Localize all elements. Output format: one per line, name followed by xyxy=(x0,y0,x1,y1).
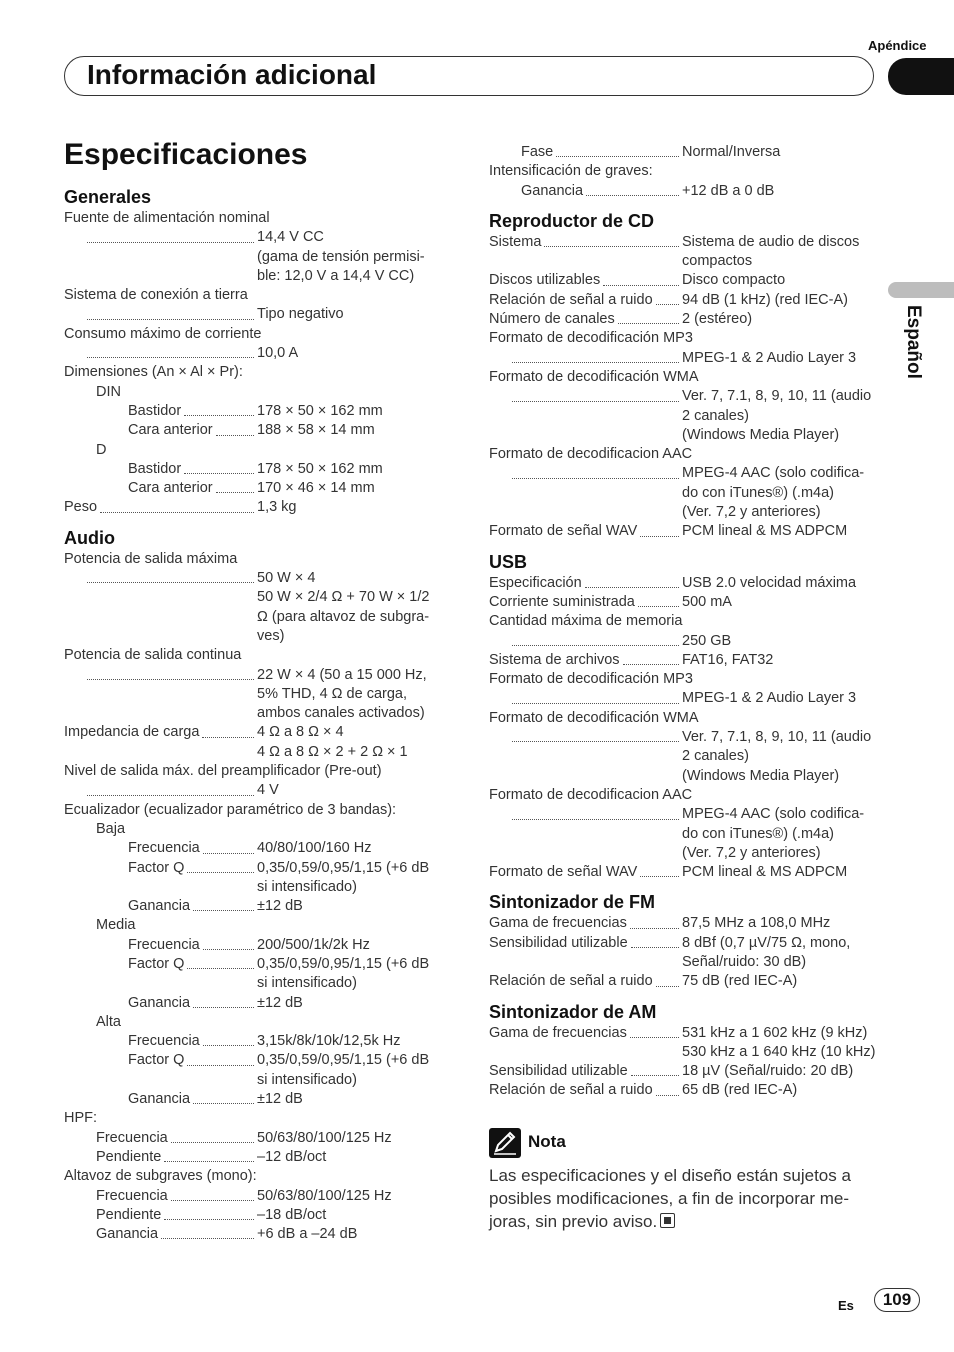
spec-label: DIN xyxy=(96,383,121,400)
spec-value: 10,0 A xyxy=(257,345,299,362)
spec-value: Señal/ruido: 30 dB) xyxy=(682,953,807,970)
spec-value: ble: 12,0 V a 14,4 V CC) xyxy=(257,267,415,284)
spec-row xyxy=(64,955,464,974)
spec-label: Número de canales xyxy=(489,311,615,328)
spec-value: 8 dBf (0,7 µV/75 Ω, mono, xyxy=(682,934,851,951)
spec-value: 3,15k/8k/10k/12,5k Hz xyxy=(257,1033,401,1050)
spec-value-continued xyxy=(489,484,889,503)
spec-label: Bastidor xyxy=(128,460,182,477)
spec-row xyxy=(64,402,464,421)
spec-label: Especificación xyxy=(489,574,582,591)
spec-label: Sistema xyxy=(489,233,542,250)
spec-value-continued xyxy=(64,588,464,607)
dot-leader xyxy=(544,233,679,247)
dot-leader xyxy=(203,1032,254,1046)
spec-row xyxy=(489,310,889,329)
dot-leader xyxy=(203,936,254,950)
spec-value: (Windows Media Player) xyxy=(682,767,840,784)
pencil-note-icon xyxy=(489,1128,521,1158)
spec-label: Formato de decodificación MP3 xyxy=(489,671,693,688)
spec-row xyxy=(64,479,464,498)
spec-label: Ganancia xyxy=(128,1091,191,1108)
spec-row xyxy=(64,1032,464,1051)
dot-leader xyxy=(631,1062,679,1076)
spec-value: +6 dB a –24 dB xyxy=(257,1226,358,1243)
spec-label: Ganancia xyxy=(128,898,191,915)
spec-row xyxy=(489,574,889,593)
spec-row xyxy=(489,972,889,991)
spec-label: Frecuencia xyxy=(128,936,200,953)
spec-value: 0,35/0,59/0,95/1,15 (+6 dB xyxy=(257,859,430,876)
spec-value: (Ver. 7,2 y anteriores) xyxy=(682,504,821,521)
spec-value: Ω (para altavoz de subgra- xyxy=(257,608,430,625)
spec-label: Formato de decodificacion AAC xyxy=(489,786,693,803)
spec-value: 18 µV (Señal/ruido: 20 dB) xyxy=(682,1063,854,1080)
spec-label: Discos utilizables xyxy=(489,272,601,289)
spec-row xyxy=(489,728,889,747)
dot-leader xyxy=(171,1129,254,1143)
spec-value: +12 dB a 0 dB xyxy=(682,182,775,199)
spec-value: si intensificado) xyxy=(257,975,357,992)
dot-leader xyxy=(512,464,679,478)
spec-label: Bastidor xyxy=(128,402,182,419)
spec-value: 50 W × 4 xyxy=(257,570,316,587)
spec-label: Peso xyxy=(64,499,98,516)
spec-row xyxy=(489,387,889,406)
spec-row xyxy=(489,863,889,882)
dot-leader xyxy=(184,402,254,416)
spec-label: Ganancia xyxy=(128,994,191,1011)
spec-row xyxy=(489,182,889,201)
spec-value-continued xyxy=(489,767,889,786)
spec-value-continued xyxy=(64,1071,464,1090)
spec-value: 2 canales) xyxy=(682,407,749,424)
spec-label: D xyxy=(96,441,107,458)
dot-leader xyxy=(187,1051,254,1065)
section-heading: Sintonizador de FM xyxy=(489,892,655,913)
dot-leader xyxy=(512,349,679,363)
spec-label: Nivel de salida máx. del preamplificador (Pre-out) xyxy=(64,763,382,780)
spec-row xyxy=(64,781,464,800)
spec-row xyxy=(489,349,889,368)
spec-row xyxy=(64,228,464,247)
spec-value: si intensificado) xyxy=(257,878,357,895)
spec-label: Factor Q xyxy=(128,955,185,972)
spec-value: 65 dB (red IEC-A) xyxy=(682,1082,798,1099)
spec-row xyxy=(64,897,464,916)
spec-value: 200/500/1k/2k Hz xyxy=(257,936,370,953)
dot-leader xyxy=(630,914,679,928)
spec-value: 1,3 kg xyxy=(257,499,297,516)
spec-row xyxy=(489,271,889,290)
spec-value: PCM lineal & MS ADPCM xyxy=(682,864,848,881)
dot-leader xyxy=(640,863,679,877)
spec-value: Ver. 7, 7.1, 8, 9, 10, 11 (audio xyxy=(682,729,872,746)
spec-label: Corriente suministrada xyxy=(489,593,635,610)
spec-value: 178 × 50 × 162 mm xyxy=(257,460,383,477)
spec-label: Frecuencia xyxy=(96,1187,168,1204)
spec-label: Gama de frecuencias xyxy=(489,915,627,932)
dot-leader xyxy=(512,632,679,646)
spec-label: Intensificación de graves: xyxy=(489,163,653,180)
chapter-banner xyxy=(64,56,874,96)
spec-row xyxy=(489,143,889,162)
footer-lang-code: Es xyxy=(838,1298,854,1313)
dot-leader xyxy=(640,522,679,536)
section-heading: Audio xyxy=(64,527,115,548)
spec-value-continued xyxy=(64,627,464,646)
spec-label: Media xyxy=(96,917,136,934)
spec-label: Consumo máximo de corriente xyxy=(64,325,262,342)
spec-value: 250 GB xyxy=(682,632,732,649)
spec-value-continued xyxy=(64,248,464,267)
spec-value: 188 × 58 × 14 mm xyxy=(257,422,375,439)
spec-row xyxy=(64,1187,464,1206)
dot-leader xyxy=(603,271,679,285)
spec-row xyxy=(489,233,889,252)
spec-label: Cara anterior xyxy=(128,480,213,497)
spec-value: do con iTunes®) (.m4a) xyxy=(682,825,834,842)
dot-leader xyxy=(193,897,254,911)
spec-row xyxy=(64,1225,464,1244)
spec-value-continued xyxy=(64,878,464,897)
spec-value: ambos canales activados) xyxy=(257,705,425,722)
spec-value-continued xyxy=(489,1043,889,1062)
dot-leader xyxy=(164,1206,254,1220)
spec-row xyxy=(489,1024,889,1043)
spec-row xyxy=(489,689,889,708)
section-heading: Sintonizador de AM xyxy=(489,1001,657,1022)
spec-value-continued xyxy=(64,267,464,286)
dot-leader xyxy=(187,859,254,873)
spec-value: (Ver. 7,2 y anteriores) xyxy=(682,844,821,861)
dot-leader xyxy=(87,666,254,680)
spec-label: Ganancia xyxy=(96,1226,159,1243)
dot-leader xyxy=(193,1090,254,1104)
spec-value: Ver. 7, 7.1, 8, 9, 10, 11 (audio xyxy=(682,388,872,405)
spec-label: Relación de señal a ruido xyxy=(489,1082,653,1099)
spec-value: 22 W × 4 (50 a 15 000 Hz, xyxy=(257,666,427,683)
spec-row xyxy=(64,498,464,517)
spec-row xyxy=(64,723,464,742)
dot-leader xyxy=(618,310,679,324)
spec-value: si intensificado) xyxy=(257,1071,357,1088)
spec-label: Pendiente xyxy=(96,1206,162,1223)
spec-value-continued xyxy=(489,503,889,522)
spec-row xyxy=(489,464,889,483)
dot-leader xyxy=(586,182,679,196)
spec-label: Alta xyxy=(96,1013,121,1030)
spec-label: Cantidad máxima de memoria xyxy=(489,613,683,630)
dot-leader xyxy=(512,728,679,742)
spec-row xyxy=(489,1062,889,1081)
dot-leader xyxy=(623,651,679,665)
spec-value: MPEG-4 AAC (solo codifica- xyxy=(682,806,865,823)
spec-label: Frecuencia xyxy=(96,1129,168,1146)
spec-label: Dimensiones (An × Al × Pr): xyxy=(64,364,243,381)
dot-leader xyxy=(638,593,679,607)
side-language-text: Español xyxy=(903,305,924,379)
spec-row xyxy=(64,1090,464,1109)
dot-leader xyxy=(656,972,679,986)
language-tab xyxy=(888,282,954,298)
spec-value-continued xyxy=(489,252,889,271)
spec-row xyxy=(489,651,889,670)
spec-label: Fuente de alimentación nominal xyxy=(64,210,270,226)
end-mark-icon xyxy=(660,1213,675,1228)
spec-value: Disco compacto xyxy=(682,272,786,289)
spec-label: Potencia de salida continua xyxy=(64,647,242,664)
spec-row xyxy=(64,1148,464,1167)
spec-row xyxy=(489,522,889,541)
spec-label: Ganancia xyxy=(521,182,584,199)
dot-leader xyxy=(656,291,679,305)
dot-leader xyxy=(631,934,679,948)
spec-label: Ecualizador (ecualizador paramétrico de 3 bandas): xyxy=(64,801,397,818)
spec-label: Relación de señal a ruido xyxy=(489,291,653,308)
spec-value-continued xyxy=(64,743,464,762)
spec-row xyxy=(64,859,464,878)
dot-leader xyxy=(656,1081,679,1095)
spec-row xyxy=(489,914,889,933)
spec-value: –18 dB/oct xyxy=(257,1206,327,1223)
dot-leader xyxy=(100,498,254,512)
spec-label: Potencia de salida máxima xyxy=(64,550,238,567)
spec-value: FAT16, FAT32 xyxy=(682,651,774,668)
spec-value: PCM lineal & MS ADPCM xyxy=(682,523,848,540)
dot-leader xyxy=(187,955,254,969)
spec-value: MPEG-4 AAC (solo codifica- xyxy=(682,465,865,482)
dot-leader xyxy=(184,460,254,474)
dot-leader xyxy=(556,143,679,157)
spec-value: compactos xyxy=(682,253,753,270)
dot-leader xyxy=(512,805,679,819)
spec-label: Sensibilidad utilizable xyxy=(489,1063,628,1080)
dot-leader xyxy=(171,1187,254,1201)
dot-leader xyxy=(161,1225,254,1239)
dot-leader xyxy=(512,689,679,703)
spec-label: HPF: xyxy=(64,1110,98,1127)
spec-value: 94 dB (1 kHz) (red IEC-A) xyxy=(682,291,848,308)
spec-row xyxy=(64,344,464,363)
spec-row xyxy=(489,805,889,824)
spec-value: 2 canales) xyxy=(682,748,749,765)
page-title: Especificaciones xyxy=(64,138,308,171)
dot-leader xyxy=(87,344,254,358)
spec-value: Normal/Inversa xyxy=(682,144,781,160)
spec-row xyxy=(64,1129,464,1148)
spec-row xyxy=(489,1081,889,1100)
dot-leader xyxy=(216,421,254,435)
spec-value: do con iTunes®) (.m4a) xyxy=(682,484,834,501)
section-heading: USB xyxy=(489,551,528,572)
spec-label: Pendiente xyxy=(96,1148,162,1165)
spec-value-continued xyxy=(64,608,464,627)
spec-value: ves) xyxy=(257,627,285,644)
spec-label: Cara anterior xyxy=(128,422,213,439)
dot-leader xyxy=(87,569,254,583)
spec-column-right xyxy=(489,143,889,1101)
spec-value-continued xyxy=(64,974,464,993)
spec-value: 40/80/100/160 Hz xyxy=(257,840,372,857)
spec-value-continued xyxy=(489,953,889,972)
spec-row xyxy=(489,593,889,612)
spec-column-left xyxy=(64,185,464,1244)
dot-leader xyxy=(203,839,254,853)
spec-value: 5% THD, 4 Ω de carga, xyxy=(257,685,407,702)
spec-label: Factor Q xyxy=(128,859,185,876)
spec-value: (Windows Media Player) xyxy=(682,426,840,443)
spec-value: USB 2.0 velocidad máxima xyxy=(682,574,857,591)
spec-label: Frecuencia xyxy=(128,1033,200,1050)
dot-leader xyxy=(87,228,254,242)
spec-value: 4 Ω a 8 Ω × 4 xyxy=(257,724,344,741)
spec-value: 4 V xyxy=(257,782,279,799)
spec-row xyxy=(64,569,464,588)
spec-value: ±12 dB xyxy=(257,898,303,915)
spec-value: Sistema de audio de discos xyxy=(682,233,860,250)
spec-value-continued xyxy=(489,426,889,445)
spec-value: 50 W × 2/4 Ω + 70 W × 1/2 xyxy=(257,589,430,606)
spec-value-continued xyxy=(489,825,889,844)
spec-value: Tipo negativo xyxy=(257,306,344,323)
spec-row xyxy=(64,666,464,685)
dot-leader xyxy=(202,723,254,737)
dot-leader xyxy=(585,574,679,588)
spec-label: Relación de señal a ruido xyxy=(489,973,653,990)
spec-value: MPEG-1 & 2 Audio Layer 3 xyxy=(682,690,857,707)
spec-value: –12 dB/oct xyxy=(257,1148,327,1165)
spec-value-continued xyxy=(489,747,889,766)
spec-row xyxy=(64,1051,464,1070)
spec-value-continued xyxy=(489,844,889,863)
spec-row xyxy=(64,460,464,479)
spec-value: 75 dB (red IEC-A) xyxy=(682,973,798,990)
spec-label: Sensibilidad utilizable xyxy=(489,934,628,951)
spec-value: 531 kHz a 1 602 kHz (9 kHz) xyxy=(682,1024,868,1041)
dot-leader xyxy=(87,305,254,319)
spec-value: 50/63/80/100/125 Hz xyxy=(257,1129,392,1146)
spec-row xyxy=(489,291,889,310)
section-heading: Reproductor de CD xyxy=(489,210,655,231)
spec-row xyxy=(489,632,889,651)
spec-row xyxy=(64,1206,464,1225)
dot-leader xyxy=(193,994,254,1008)
dot-leader xyxy=(512,387,679,401)
spec-label: Formato de decodificacion AAC xyxy=(489,446,693,463)
spec-value: ±12 dB xyxy=(257,1091,303,1108)
spec-value: 4 Ω a 8 Ω × 2 + 2 Ω × 1 xyxy=(257,743,408,760)
spec-label: Fase xyxy=(521,144,554,160)
dot-leader xyxy=(216,479,254,493)
note-text xyxy=(489,1164,874,1233)
spec-row xyxy=(489,934,889,953)
section-heading: Generales xyxy=(64,187,152,207)
spec-label: Frecuencia xyxy=(128,840,200,857)
spec-label: Factor Q xyxy=(128,1052,185,1069)
spec-value: 87,5 MHz a 108,0 MHz xyxy=(682,915,831,932)
spec-value: 178 × 50 × 162 mm xyxy=(257,402,383,419)
spec-value: 50/63/80/100/125 Hz xyxy=(257,1187,392,1204)
spec-row xyxy=(64,936,464,955)
spec-label: Sistema de archivos xyxy=(489,651,620,668)
spec-row xyxy=(64,994,464,1013)
spec-label: Gama de frecuencias xyxy=(489,1024,627,1041)
dot-leader xyxy=(164,1148,254,1162)
dot-leader xyxy=(87,781,254,795)
spec-value-continued xyxy=(489,407,889,426)
spec-value: 2 (estéreo) xyxy=(682,311,753,328)
page-number: 109 xyxy=(874,1288,920,1312)
spec-value: 0,35/0,59/0,95/1,15 (+6 dB xyxy=(257,1052,430,1069)
spec-value: 0,35/0,59/0,95/1,15 (+6 dB xyxy=(257,955,430,972)
spec-value: 500 mA xyxy=(682,593,732,610)
dot-leader xyxy=(630,1024,679,1038)
spec-label: Formato de decodificación WMA xyxy=(489,709,699,726)
spec-value: 170 × 46 × 14 mm xyxy=(257,480,375,497)
note-body: Las especificaciones y el diseño están sujetos a posibles modificaciones, a fin de incorporar me-joras, sin previo aviso. xyxy=(489,1166,851,1231)
spec-label: Impedancia de carga xyxy=(64,724,200,741)
spec-row xyxy=(64,305,464,324)
spec-label: Formato de decodificación WMA xyxy=(489,368,699,385)
chapter-title: Información adicional xyxy=(87,59,377,90)
spec-label: Sistema de conexión a tierra xyxy=(64,287,248,304)
spec-row xyxy=(64,839,464,858)
spec-label: Altavoz de subgraves (mono): xyxy=(64,1168,257,1185)
spec-label: Formato de decodificación MP3 xyxy=(489,330,693,347)
spec-value-continued xyxy=(64,704,464,723)
spec-value: 530 kHz a 1 640 kHz (10 kHz) xyxy=(682,1043,876,1060)
spec-label: Formato de señal WAV xyxy=(489,523,638,540)
spec-label: Formato de señal WAV xyxy=(489,864,638,881)
chapter-tab xyxy=(888,58,954,95)
spec-label: Baja xyxy=(96,820,126,837)
section-label: Apéndice xyxy=(868,38,927,53)
spec-value: MPEG-1 & 2 Audio Layer 3 xyxy=(682,349,857,366)
spec-value: (gama de tensión permisi- xyxy=(257,248,425,265)
note-label: Nota xyxy=(528,1132,566,1151)
side-language-label xyxy=(895,305,931,393)
spec-row xyxy=(64,421,464,440)
spec-value: ±12 dB xyxy=(257,994,303,1011)
spec-value: 14,4 V CC xyxy=(257,229,324,246)
spec-value-continued xyxy=(64,685,464,704)
